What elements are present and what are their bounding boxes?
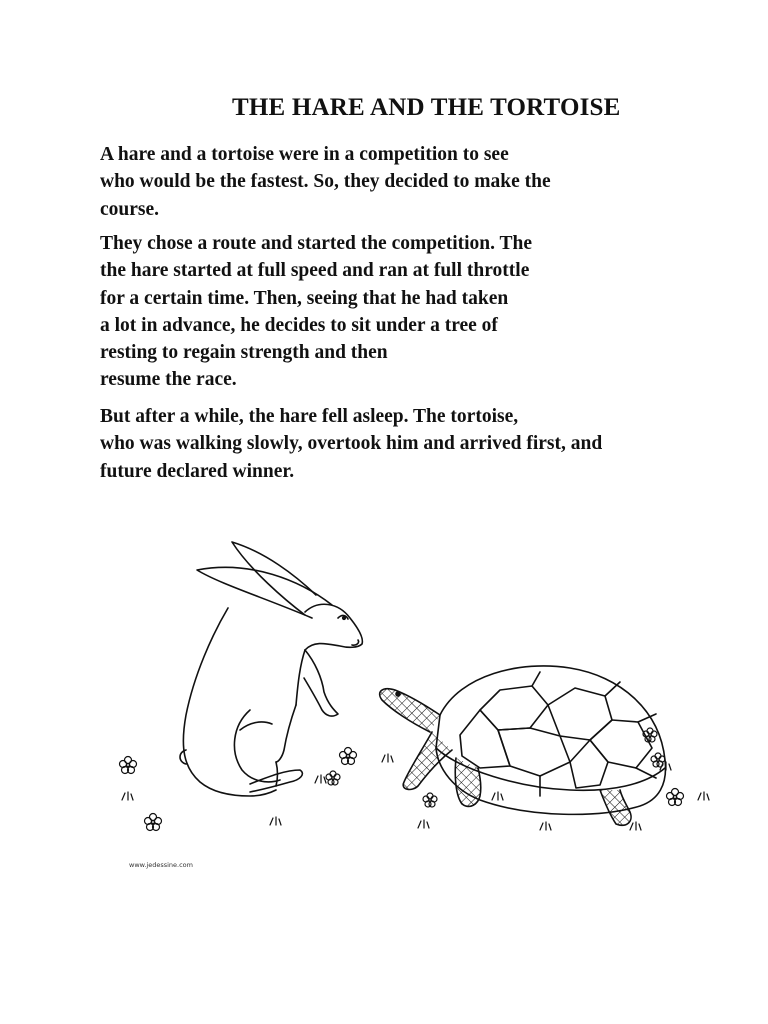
text-line: future declared winner. [100,460,295,482]
text-line: who would be the fastest. So, they decided to make the [100,171,551,193]
text-line: course. [100,198,160,220]
text-line: They chose a route and started the competition. The [100,233,533,254]
text-line: resting to regain strength and then [100,342,388,364]
flower-icon [120,728,684,831]
paragraph-ending [100,403,602,485]
text-line: the hare started at full speed and ran at full throttle [100,260,530,282]
hare-and-tortoise-illustration [100,500,725,880]
tortoise-icon [380,666,666,825]
text-line: A hare and a tortoise were in a competition to see [100,144,509,165]
story-title: THE HARE AND THE TORTOISE [232,94,621,121]
text-line: a lot in advance, he decides to sit under a tree of [100,314,498,336]
text-line: for a certain time. Then, seeing that he had taken [100,287,509,309]
illustration-credit: www.jedessine.com [129,861,193,869]
text-line: resume the race. [100,369,237,391]
paragraph-race [100,230,532,394]
hare-icon [180,542,362,796]
text-line: who was walking slowly, overtook him and arrived first, and [100,433,603,455]
text-line: But after a while, the hare fell asleep. The tortoise, [100,406,519,427]
paragraph-intro [100,141,551,223]
